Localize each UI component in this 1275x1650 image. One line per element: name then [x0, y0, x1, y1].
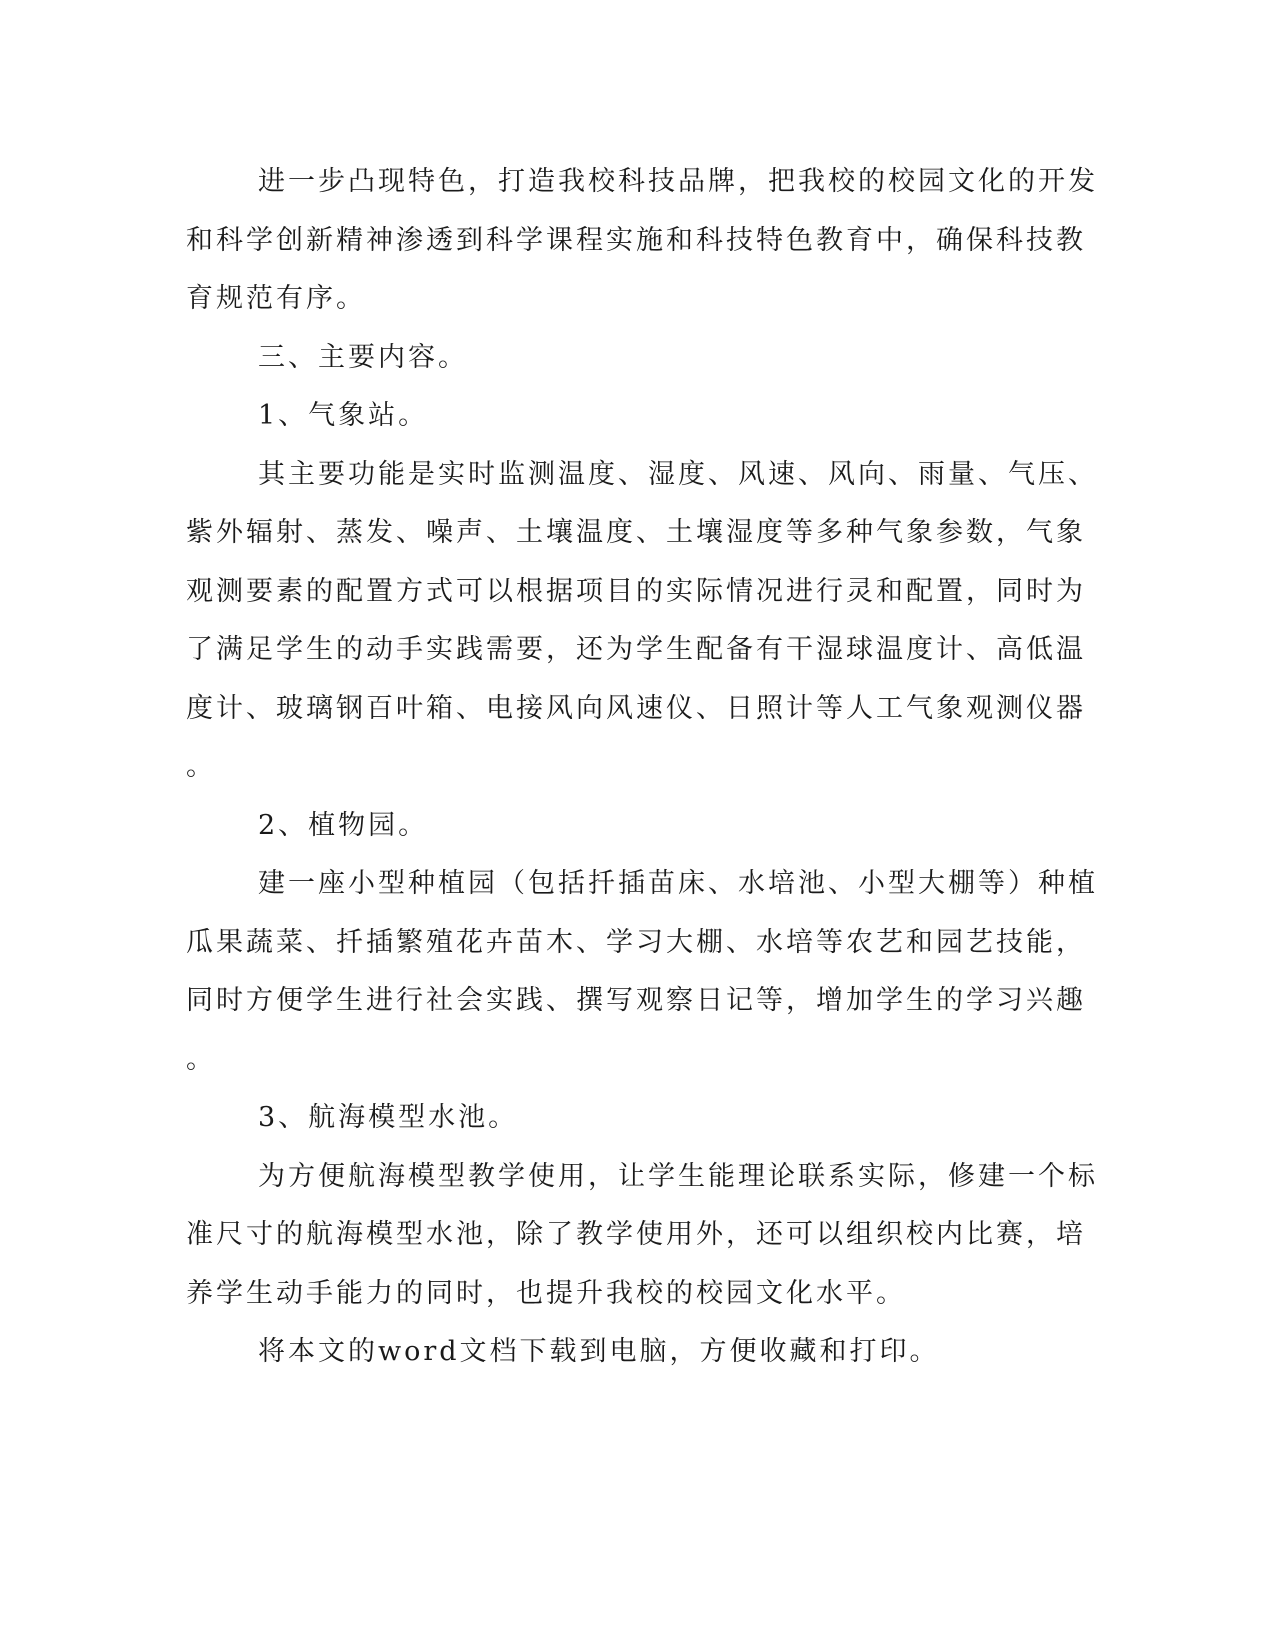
paragraph-line: 紫外辐射、蒸发、噪声、土壤温度、土壤湿度等多种气象参数，气象	[186, 517, 1086, 548]
subsection-heading: 3、航海模型水池。	[258, 1102, 519, 1133]
paragraph-line: 养学生动手能力的同时，也提升我校的校园文化水平。	[186, 1278, 906, 1309]
subsection-heading: 2、植物园。	[258, 810, 429, 841]
paragraph-line: 了满足学生的动手实践需要，还为学生配备有干湿球温度计、高低温	[186, 634, 1086, 665]
paragraph-line: 其主要功能是实时监测温度、湿度、风速、风向、雨量、气压、	[258, 459, 1098, 490]
download-note: 将本文的word文档下载到电脑，方便收藏和打印。	[258, 1336, 940, 1367]
paragraph-line: 。	[186, 1044, 216, 1075]
paragraph-line: 。	[186, 751, 216, 782]
section-heading: 三、主要内容。	[258, 342, 468, 373]
paragraph-line: 进一步凸现特色，打造我校科技品牌，把我校的校园文化的开发	[258, 166, 1098, 197]
paragraph-line: 建一座小型种植园（包括扦插苗床、水培池、小型大棚等）种植	[258, 868, 1098, 899]
paragraph-line: 为方便航海模型教学使用，让学生能理论联系实际，修建一个标	[258, 1161, 1098, 1192]
paragraph-line: 瓜果蔬菜、扦插繁殖花卉苗木、学习大棚、水培等农艺和园艺技能，	[186, 927, 1086, 958]
paragraph-line: 准尺寸的航海模型水池，除了教学使用外，还可以组织校内比赛，培	[186, 1219, 1086, 1250]
paragraph-line: 和科学创新精神渗透到科学课程实施和科技特色教育中，确保科技教	[186, 225, 1086, 256]
paragraph-line: 观测要素的配置方式可以根据项目的实际情况进行灵和配置，同时为	[186, 576, 1086, 607]
subsection-heading: 1、气象站。	[258, 400, 429, 431]
paragraph-line: 育规范有序。	[186, 283, 366, 314]
paragraph-line: 同时方便学生进行社会实践、撰写观察日记等，增加学生的学习兴趣	[186, 985, 1086, 1016]
paragraph-line: 度计、玻璃钢百叶箱、电接风向风速仪、日照计等人工气象观测仪器	[186, 693, 1086, 724]
